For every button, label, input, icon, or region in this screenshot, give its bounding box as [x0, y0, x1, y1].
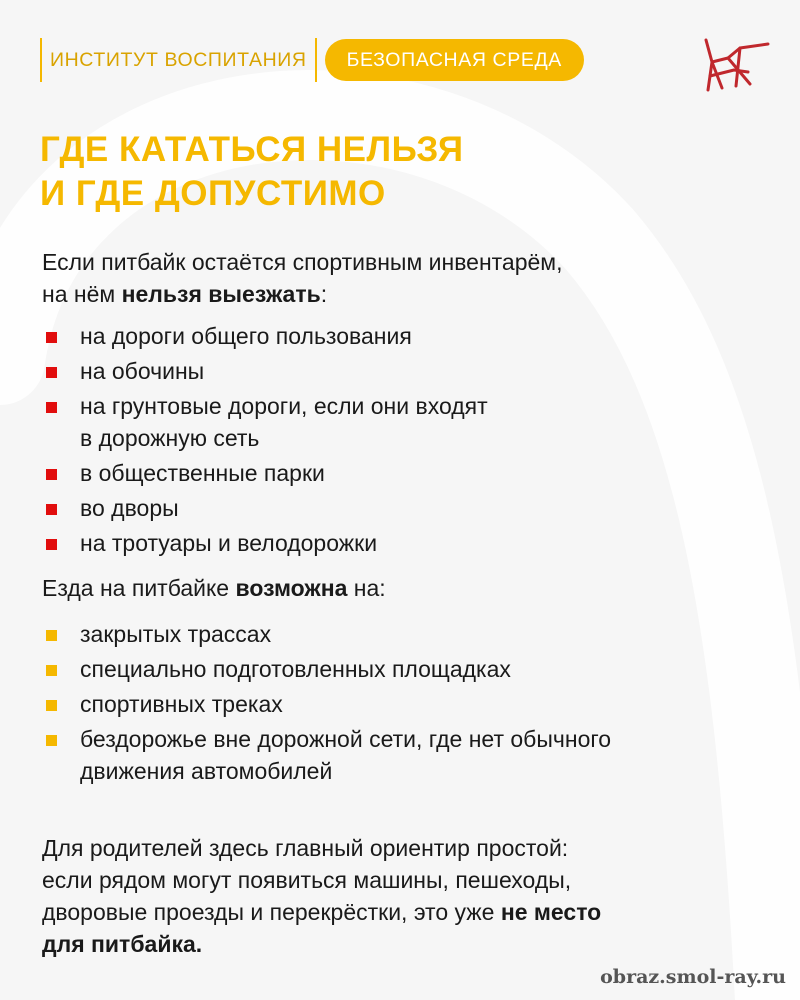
conclusion-line-4-bold: для питбайка. [42, 931, 203, 957]
header [40, 36, 584, 84]
red-square-bullet-icon [46, 402, 57, 413]
conclusion-line-1: Для родителей здесь главный ориентир простой: [42, 835, 569, 861]
list-item-text: на обочины [80, 358, 205, 384]
list-item [46, 355, 488, 387]
list-item [46, 390, 488, 454]
red-square-bullet-icon [46, 367, 57, 378]
list-item [46, 688, 611, 720]
safe-environment-badge: БЕЗОПАСНАЯ СРЕДА [325, 39, 584, 81]
conclusion-line-2: если рядом могут появиться машины, пешеходы, [42, 867, 572, 893]
conclusion-line-3-bold: не место [500, 899, 602, 925]
intro-line-2-prefix: на нём [42, 281, 122, 307]
intro-line-1: Если питбайк остаётся спортивным инвентарём, [42, 249, 563, 275]
list-item [46, 618, 611, 650]
allowed-intro [42, 572, 386, 604]
red-square-bullet-icon [46, 539, 57, 550]
red-square-bullet-icon [46, 332, 57, 343]
list-item [46, 457, 488, 489]
list-item-text: на дороги общего пользования [80, 323, 412, 349]
red-square-bullet-icon [46, 504, 57, 515]
chair-logo-icon [698, 36, 770, 92]
list-item [46, 723, 611, 787]
red-square-bullet-icon [46, 469, 57, 480]
page-title [40, 128, 464, 216]
list-item-text-continued: движения автомобилей [80, 758, 333, 784]
yellow-square-bullet-icon [46, 700, 57, 711]
list-item-text: специально подготовленных площадках [80, 656, 511, 682]
watermark: obraz.smol-ray.ru [600, 966, 786, 988]
list-item-text-continued: в дорожную сеть [80, 425, 260, 451]
list-item [46, 320, 488, 352]
list-item-text: бездорожье вне дорожной сети, где нет обычного [80, 726, 612, 752]
list-item-text: на тротуары и велодорожки [80, 530, 378, 556]
conclusion-paragraph [42, 832, 601, 960]
intro-paragraph [42, 246, 563, 310]
yellow-square-bullet-icon [46, 735, 57, 746]
intro-line-2-bold: нельзя выезжать [121, 281, 321, 307]
list-item-text: на грунтовые дороги, если они входят [80, 393, 488, 419]
forbidden-list [46, 320, 488, 559]
conclusion-line-3: дворовые проезды и перекрёстки, это уже [42, 899, 501, 925]
allowed-list [46, 618, 611, 787]
header-divider-right [315, 38, 317, 82]
list-item-text: закрытых трассах [80, 621, 272, 647]
title-line-1: ГДЕ КАТАТЬСЯ НЕЛЬЗЯ [40, 130, 464, 169]
yellow-square-bullet-icon [46, 630, 57, 641]
list-item-text: в общественные парки [80, 460, 325, 486]
allowed-intro-bold: возможна [235, 575, 348, 601]
institute-label: ИНСТИТУТ ВОСПИТАНИЯ [50, 48, 307, 71]
list-item [46, 527, 488, 559]
list-item [46, 492, 488, 524]
list-item [46, 653, 611, 685]
list-item-text: во дворы [80, 495, 179, 521]
yellow-square-bullet-icon [46, 665, 57, 676]
allowed-intro-prefix: Езда на питбайке [42, 575, 236, 601]
title-line-2: И ГДЕ ДОПУСТИМО [40, 174, 386, 213]
allowed-intro-suffix: на: [347, 575, 386, 601]
list-item-text: спортивных треках [80, 691, 283, 717]
intro-line-2-suffix: : [320, 281, 328, 307]
